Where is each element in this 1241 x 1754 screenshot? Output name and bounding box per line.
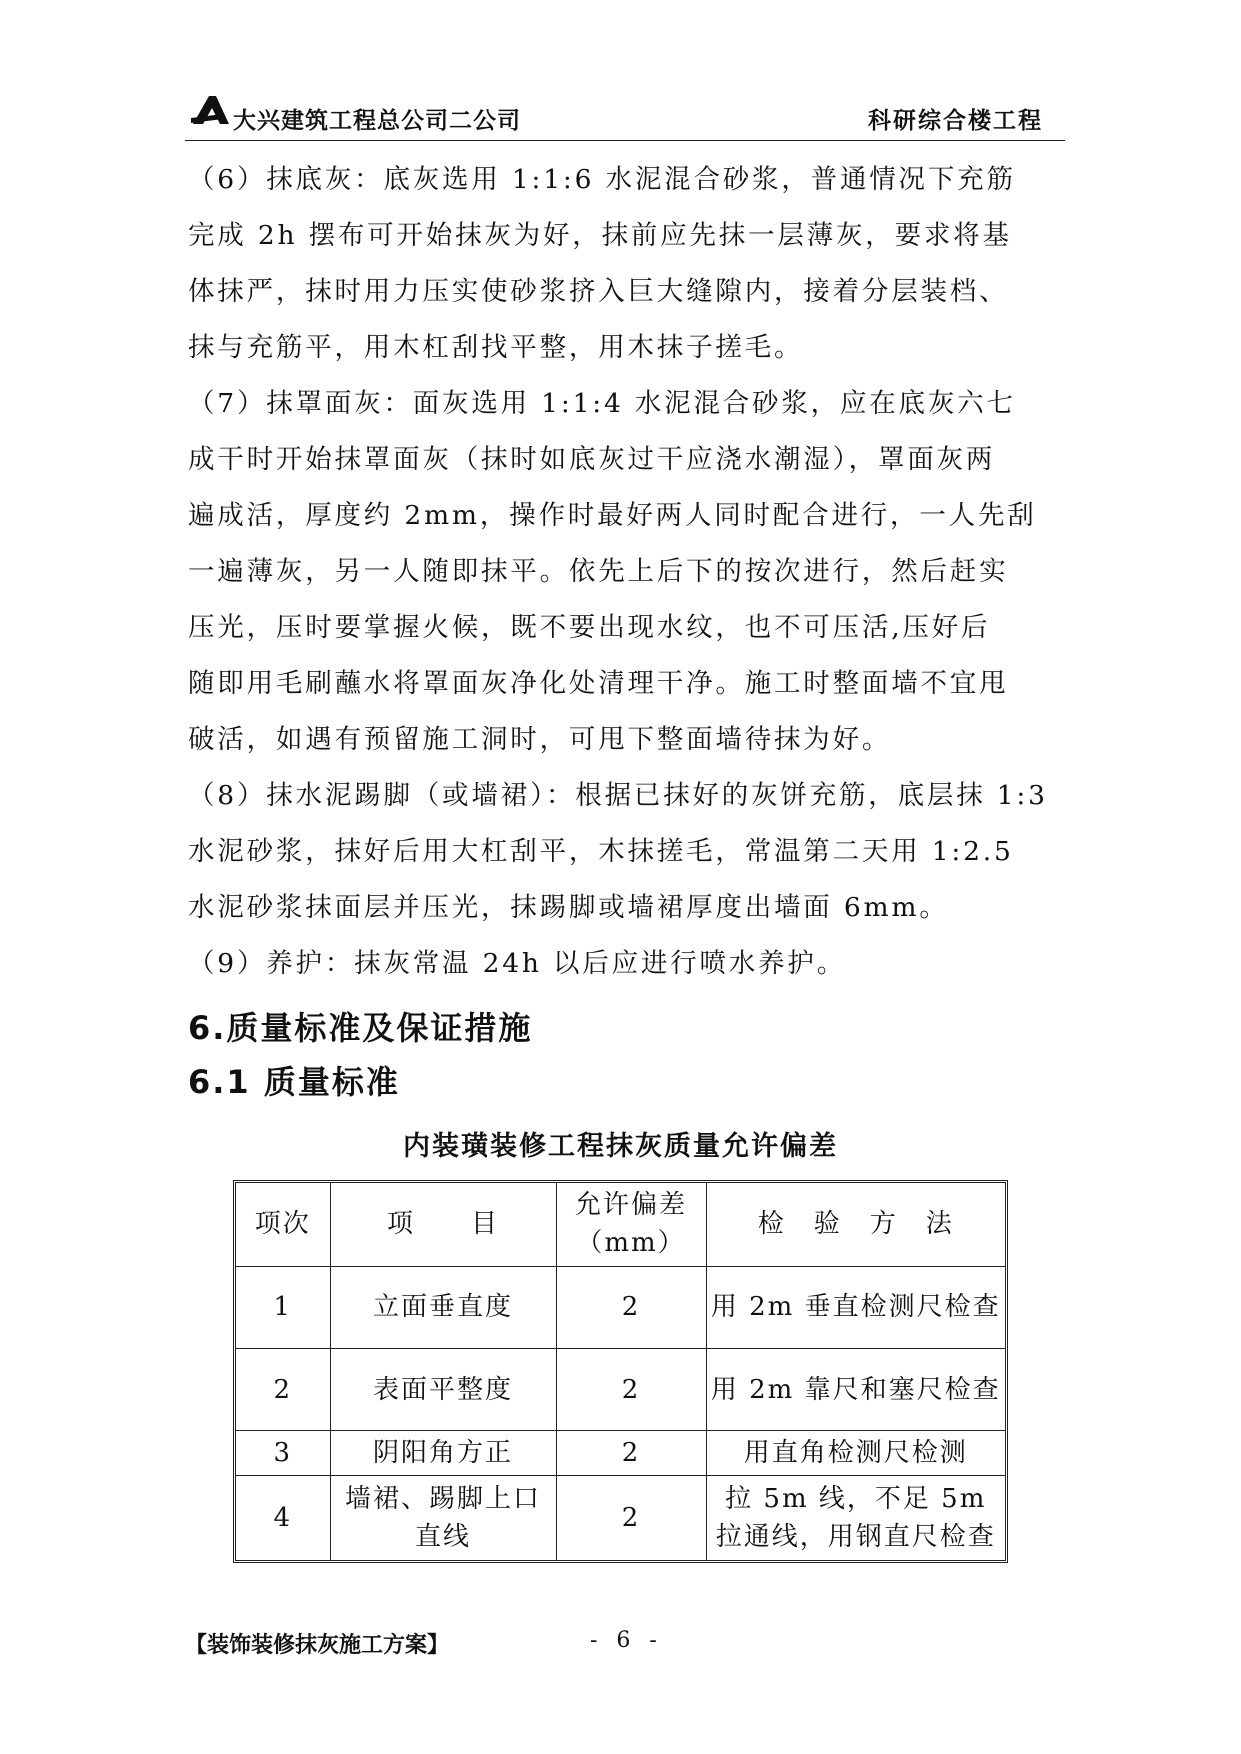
body-line: （9）养护：抹灰常温 24h 以后应进行喷水养护。 [188, 948, 846, 979]
header-cell: 项 目 [330, 1183, 556, 1266]
body-line: 破活，如遇有预留施工洞时，可甩下整面墙待抹为好。 [188, 724, 892, 755]
header-cell: 允许偏差（mm） [556, 1183, 706, 1266]
company-name: 大兴建筑工程总公司二公司 [233, 108, 521, 134]
body-line: 遍成活，厚度约 2mm，操作时最好两人同时配合进行，一人先刮 [188, 500, 1037, 531]
body-line: 一遍薄灰，另一人随即抹平。依先上后下的按次进行，然后赶实 [188, 556, 1009, 587]
table-cell: 3 [236, 1431, 330, 1476]
footer-doc-title: 【装饰装修抹灰施工方案】 [185, 1633, 450, 1658]
table-row [236, 1349, 1005, 1431]
body-line: 体抹严，抹时用力压实使砂浆挤入巨大缝隙内，接着分层装档、 [188, 276, 1009, 307]
header-cell: 检 验 方 法 [706, 1183, 1005, 1266]
table-cell: 2 [556, 1431, 706, 1476]
table-cell: 用 2m 垂直检测尺检查 [706, 1266, 1005, 1348]
page-header [185, 88, 1065, 141]
table-cell: 墙裙、踢脚上口直线 [330, 1476, 556, 1560]
table-row [236, 1266, 1005, 1348]
body-line: 抹与充筋平，用木杠刮找平整，用木抹子搓毛。 [188, 332, 804, 363]
table-cell: 2 [556, 1349, 706, 1431]
body-line: （7）抹罩面灰：面灰选用 1:1:4 水泥混合砂浆，应在底灰六七 [188, 388, 1016, 419]
company-logo-icon [189, 92, 231, 128]
table-cell: 表面平整度 [330, 1349, 556, 1431]
project-name: 科研综合楼工程 [868, 108, 1043, 134]
table-cell: 拉 5m 线，不足 5m 拉通线，用钢直尺检查 [706, 1476, 1005, 1560]
table-title: 内装璜装修工程抹灰质量允许偏差 [403, 1131, 838, 1162]
table-cell: 2 [236, 1349, 330, 1431]
body-line: （8）抹水泥踢脚（或墙裙）：根据已抹好的灰饼充筋，底层抹 1:3 [188, 780, 1048, 811]
table-cell: 1 [236, 1266, 330, 1348]
table-header-row [236, 1183, 1005, 1266]
body-line: 水泥砂浆抹面层并压光，抹踢脚或墙裙厚度出墙面 6mm。 [188, 892, 949, 923]
body-line: 水泥砂浆，抹好后用大杠刮平，木抹搓毛，常温第二天用 1:2.5 [188, 836, 1014, 867]
subsection-heading: 6.1 质量标准 [188, 1063, 400, 1101]
body-line: 完成 2h 摆布可开始抹灰为好，抹前应先抹一层薄灰，要求将基 [188, 220, 1012, 251]
table-cell: 4 [236, 1476, 330, 1560]
table-cell: 用 2m 靠尺和塞尺检查 [706, 1349, 1005, 1431]
body-paragraphs [188, 152, 1060, 992]
page-number: - 6 - [590, 1628, 663, 1653]
table-cell: 2 [556, 1266, 706, 1348]
body-line: 成干时开始抹罩面灰（抹时如底灰过干应浇水潮湿），罩面灰两 [188, 444, 996, 475]
table-cell: 立面垂直度 [330, 1266, 556, 1348]
table-row [236, 1431, 1005, 1476]
header-cell: 项次 [236, 1183, 330, 1266]
section-heading: 6.质量标准及保证措施 [188, 1009, 533, 1047]
table-row [236, 1476, 1005, 1560]
body-line: 随即用毛刷蘸水将罩面灰净化处清理干净。施工时整面墙不宜甩 [188, 668, 1009, 699]
table-cell: 用直角检测尺检测 [706, 1431, 1005, 1476]
body-line: （6）抹底灰：底灰选用 1:1:6 水泥混合砂浆，普通情况下充筋 [188, 164, 1016, 195]
table-cell: 阴阳角方正 [330, 1431, 556, 1476]
table-cell: 2 [556, 1476, 706, 1560]
body-line: 压光，压时要掌握火候，既不要出现水纹，也不可压活,压好后 [188, 612, 991, 643]
tolerance-table [233, 1180, 1008, 1563]
